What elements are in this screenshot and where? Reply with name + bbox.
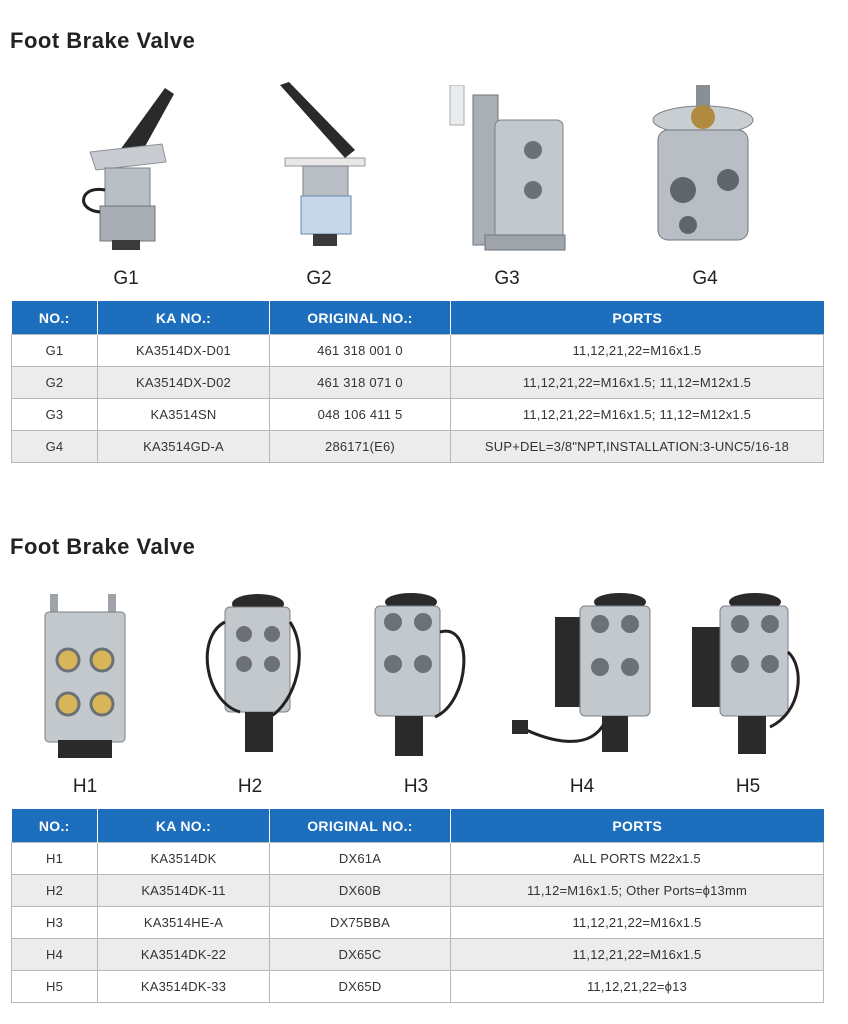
cell-no: H3 (12, 907, 98, 939)
round-brake-valve-icon (648, 85, 758, 255)
cell-original-no: 461 318 071 0 (270, 367, 451, 399)
product-image-h2 (200, 592, 305, 762)
section-title-g: Foot Brake Valve (10, 28, 196, 53)
cell-ka-no: KA3514DK-22 (98, 939, 270, 971)
cell-no: G1 (12, 335, 98, 367)
product-image-g2 (275, 80, 370, 255)
pedal-brake-valve-icon (275, 80, 370, 255)
product-image-g3 (445, 85, 570, 255)
header-ka-no: KA NO.: (98, 809, 270, 843)
header-ports: PORTS (451, 301, 824, 335)
header-original-no: ORIGINAL NO.: (270, 301, 451, 335)
product-image-g4 (648, 85, 758, 255)
header-original-no: ORIGINAL NO.: (270, 809, 451, 843)
cell-no: H4 (12, 939, 98, 971)
cell-no: H5 (12, 971, 98, 1003)
sensor-valve-icon (365, 592, 470, 762)
product-label-h3: H3 (403, 776, 429, 797)
table-row (12, 843, 824, 875)
cell-ports: 11,12,21,22=M16x1.5; 11,12=M12x1.5 (451, 399, 824, 431)
cell-ports: 11,12,21,22=M16x1.5 (451, 939, 824, 971)
sensor-valve-icon (200, 592, 305, 762)
product-image-g1 (70, 80, 180, 255)
cell-original-no: 048 106 411 5 (270, 399, 451, 431)
product-label-g2: G2 (306, 268, 332, 289)
cell-original-no: DX75BBA (270, 907, 451, 939)
cell-original-no: DX61A (270, 843, 451, 875)
table-row (12, 431, 824, 463)
cell-original-no: DX65D (270, 971, 451, 1003)
cell-ka-no: KA3514DK-33 (98, 971, 270, 1003)
product-label-g1: G1 (113, 268, 139, 289)
table-row (12, 907, 824, 939)
table-row (12, 399, 824, 431)
table-header-row (12, 301, 824, 335)
cell-no: G4 (12, 431, 98, 463)
product-label-g3: G3 (494, 268, 520, 289)
four-port-valve-icon (40, 592, 130, 762)
sensor-valve-icon (690, 592, 805, 762)
product-label-h4: H4 (569, 776, 595, 797)
cell-ports: 11,12,21,22=M16x1.5; 11,12=M12x1.5 (451, 367, 824, 399)
cell-ports: 11,12,21,22=M16x1.5 (451, 907, 824, 939)
cell-original-no: 461 318 001 0 (270, 335, 451, 367)
spec-table-h (11, 809, 824, 1003)
table-row (12, 335, 824, 367)
product-image-h4 (510, 592, 660, 762)
header-ka-no: KA NO.: (98, 301, 270, 335)
cell-original-no: DX60B (270, 875, 451, 907)
cell-ka-no: KA3514HE-A (98, 907, 270, 939)
cell-ka-no: KA3514DX-D01 (98, 335, 270, 367)
cell-ports: ALL PORTS M22x1.5 (451, 843, 824, 875)
product-image-h1 (40, 592, 130, 762)
section-title-h: Foot Brake Valve (10, 534, 196, 559)
cell-ports: SUP+DEL=3/8"NPT,INSTALLATION:3-UNC5/16-18 (451, 431, 824, 463)
cell-ports: 11,12,21,22=ϕ13 (451, 971, 824, 1003)
product-image-h3 (365, 592, 470, 762)
product-image-h5 (690, 592, 805, 762)
cell-no: G2 (12, 367, 98, 399)
cell-ka-no: KA3514SN (98, 399, 270, 431)
product-label-h2: H2 (237, 776, 263, 797)
header-no: NO.: (12, 809, 98, 843)
spec-table-g (11, 301, 824, 463)
cell-no: G3 (12, 399, 98, 431)
header-ports: PORTS (451, 809, 824, 843)
product-label-h1: H1 (72, 776, 98, 797)
cell-original-no: DX65C (270, 939, 451, 971)
product-label-h5: H5 (735, 776, 761, 797)
cell-no: H2 (12, 875, 98, 907)
cell-ka-no: KA3514DK (98, 843, 270, 875)
cell-ports: 11,12,21,22=M16x1.5 (451, 335, 824, 367)
table-row (12, 875, 824, 907)
sensor-valve-icon (510, 592, 660, 762)
cell-ka-no: KA3514GD-A (98, 431, 270, 463)
header-no: NO.: (12, 301, 98, 335)
table-row (12, 971, 824, 1003)
cell-ka-no: KA3514DK-11 (98, 875, 270, 907)
cell-original-no: 286171(E6) (270, 431, 451, 463)
block-brake-valve-icon (445, 85, 570, 255)
table-row (12, 939, 824, 971)
pedal-brake-valve-icon (70, 80, 180, 255)
cell-ports: 11,12=M16x1.5; Other Ports=ϕ13mm (451, 875, 824, 907)
table-row (12, 367, 824, 399)
cell-ka-no: KA3514DX-D02 (98, 367, 270, 399)
product-label-g4: G4 (692, 268, 718, 289)
table-header-row (12, 809, 824, 843)
cell-no: H1 (12, 843, 98, 875)
